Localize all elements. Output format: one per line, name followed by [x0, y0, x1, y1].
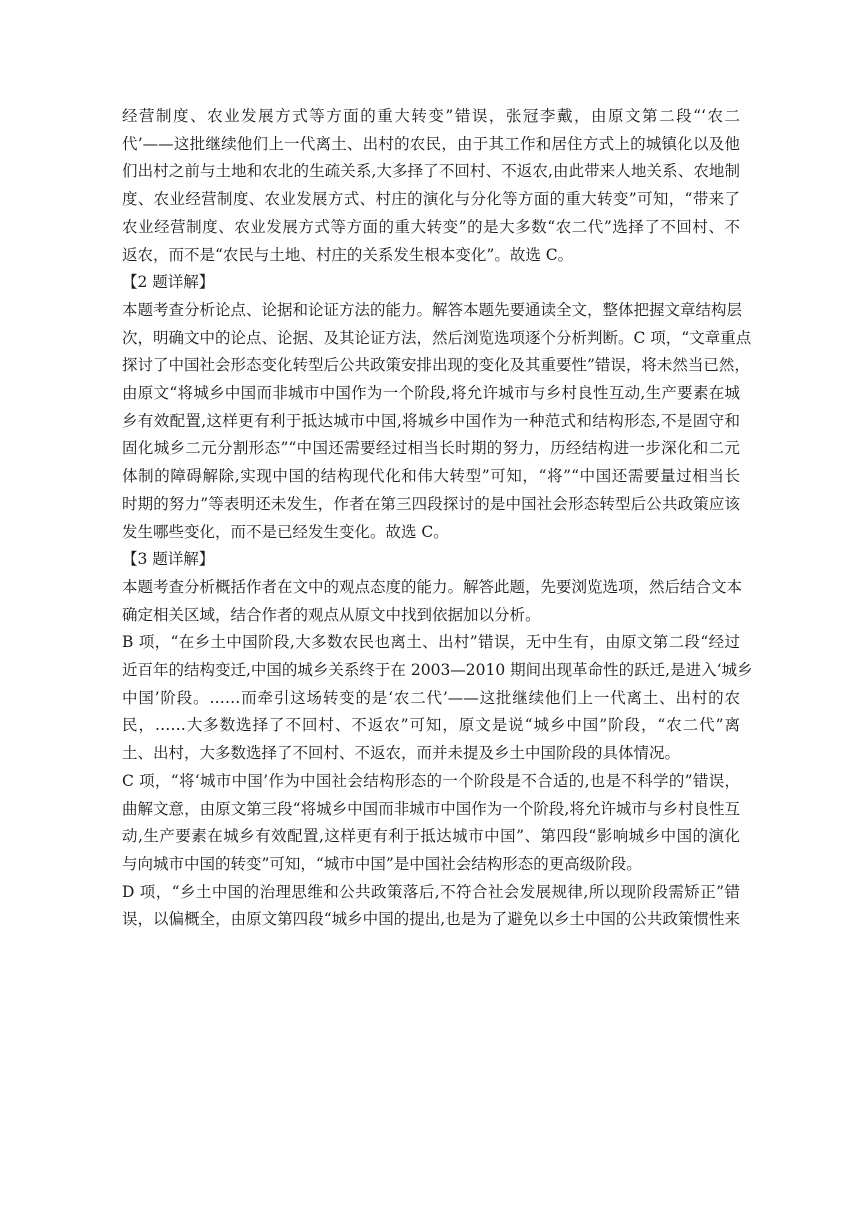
text-line: B 项，“在乡土中国阶段,大多数农民也离土、出村”错误，无中生有，由原文第二段“经过: [122, 633, 740, 652]
text-line: 发生哪些变化，而不是已经发生变化。故选 C。: [122, 522, 449, 541]
text-line: 【2 题详解】: [122, 273, 215, 292]
text-line: 乡有效配置,这样更有利于抵达城市中国,将城乡中国作为一种范式和结构形态,不是固守和: [122, 411, 740, 430]
text-line: 们出村之前与土地和农北的生疏关系,大多择了不回村、不返农,由此带来人地关系、农地制: [122, 162, 740, 181]
text-line: 动,生产要素在城乡有效配置,这样更有利于抵达城市中国”、第四段“影响城乡中国的演化: [122, 827, 740, 846]
text-line: 度、农业经营制度、农业发展方式、村庄的演化与分化等方面的重大转变”可知，“带来了: [122, 190, 740, 209]
text-line: 农业经营制度、农业发展方式等方面的重大转变”的是大多数“农二代”选择了不回村、不: [122, 217, 740, 236]
paragraph-option-d: [122, 879, 740, 934]
paragraph-option-c: [122, 768, 740, 879]
text-line: 本题考查分析概括作者在文中的观点态度的能力。解答此题，先要浏览选项，然后结合文本: [122, 577, 743, 596]
text-line: 返农，而不是“农民与土地、村庄的关系发生根本变化”。故选 C。: [122, 245, 574, 264]
heading-q2-detail: [122, 269, 740, 297]
document-body: [122, 103, 753, 934]
paragraph-q2-explanation: [122, 297, 752, 546]
text-line: C 项，“将‘城市中国’作为中国社会结构形态的一个阶段是不合适的,也是不科学的”错误，: [122, 771, 740, 790]
text-line: D 项，“乡土中国的治理思维和公共政策落后,不符合社会发展规律,所以现阶段需矫正”错: [122, 882, 740, 901]
text-line: 土、出村，大多数选择了不回村、不返农，而并未提及乡土中国阶段的具体情况。: [122, 744, 681, 763]
text-line: 次，明确文中的论点、论据、及其论证方法，然后浏览选项逐个分析判断。C 项，“文章重点: [122, 328, 752, 347]
text-line: 代’——这批继续他们上一代离土、出村的农民，由于其工作和居住方式上的城镇化以及他: [122, 134, 740, 153]
text-line: 由原文“将城乡中国而非城市中国作为一个阶段,将允许城市与乡村良性互动,生产要素在城: [122, 384, 740, 403]
heading-q3-detail: [122, 546, 740, 574]
text-line: 经营制度、农业发展方式等方面的重大转变”错误，张冠李戴，由原文第二段“‘农二: [122, 107, 740, 125]
text-line: 体制的障碍解除,实现中国的结构现代化和伟大转型”可知，“将”“中国还需要量过相当长: [122, 467, 740, 486]
paragraph-q3-intro: [122, 574, 743, 629]
text-line: 近百年的结构变迁,中国的城乡关系终于在 2003—2010 期间出现革命性的跃迁,是进入‘城乡: [122, 661, 753, 680]
text-line: 民，……大多数选择了不回村、不返农”可知，原文是说“城乡中国”阶段，“农二代”离: [122, 716, 740, 735]
paragraph-option-b: [122, 629, 753, 768]
text-line: 曲解文意，由原文第三段“将城乡中国而非城市中国作为一个阶段,将允许城市与乡村良性互: [122, 799, 740, 818]
text-line: 中国’阶段。……而牵引这场转变的是‘农二代’——这批继续他们上一代离土、出村的农: [122, 688, 740, 707]
text-line: 与向城市中国的转变”可知，“城市中国”是中国社会结构形态的更高级阶段。: [122, 854, 642, 873]
text-line: 本题考查分析论点、论据和论证方法的能力。解答本题先要通读全文，整体把握文章结构层: [122, 300, 743, 319]
text-line: 探讨了中国社会形态变化转型后公共政策安排出现的变化及其重要性”错误，将未然当已然，: [122, 356, 750, 375]
text-line: 【3 题详解】: [122, 550, 215, 569]
text-line: 固化城乡二元分割形态”“中国还需要经过相当长时期的努力，历经结构进一步深化和二元: [122, 439, 740, 458]
paragraph-q1-explanation: [122, 103, 740, 269]
text-line: 误，以偏概全，由原文第四段“城乡中国的提出,也是为了避免以乡土中国的公共政策惯性来: [122, 910, 740, 929]
text-line: 时期的努力”等表明还未发生，作者在第三四段探讨的是中国社会形态转型后公共政策应该: [122, 494, 740, 513]
text-line: 确定相关区域，结合作者的观点从原文中找到依据加以分析。: [122, 605, 541, 624]
